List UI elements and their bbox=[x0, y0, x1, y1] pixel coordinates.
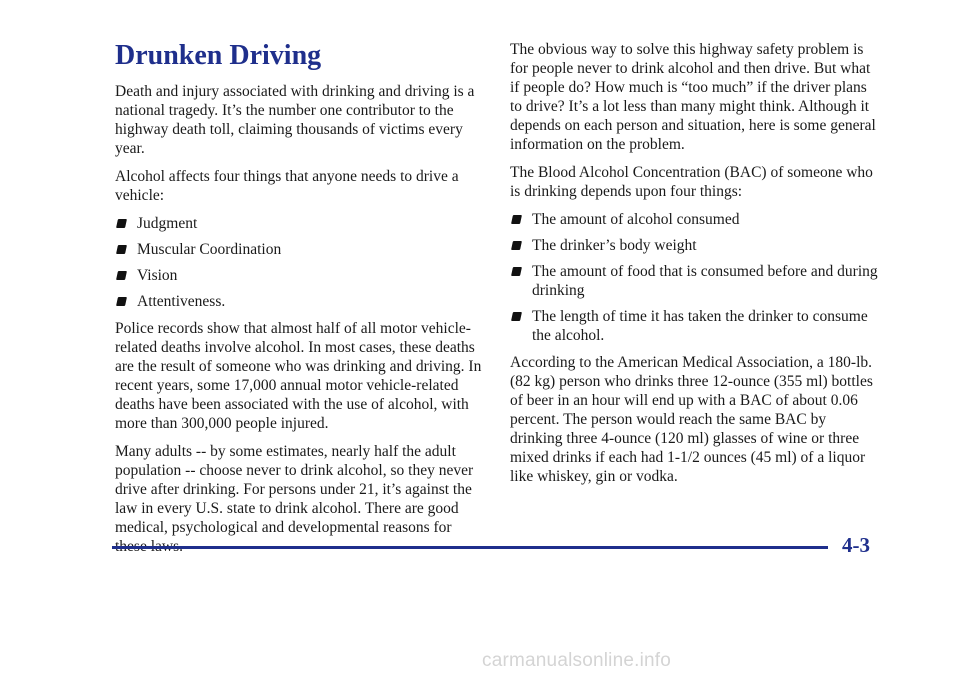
list-item-label: Vision bbox=[137, 267, 178, 284]
bac-factors-list bbox=[510, 210, 882, 345]
alcohol-effects-paragraph: Alcohol affects four things that anyone needs to drive a vehicle: bbox=[115, 168, 459, 204]
watermark: carmanualsonline.info bbox=[482, 650, 672, 671]
bullet-icon bbox=[511, 267, 522, 276]
bac-intro-paragraph: The Blood Alcohol Concentration (BAC) of someone who is drinking depends upon four things: bbox=[510, 164, 873, 200]
ama-paragraph: According to the American Medical Association, a 180-lb. (82 kg) person who drinks three 12-ounce (355 ml) bottles of beer in an hour will end up with a BAC of about 0.06 percent. The person would reach the same BAC by drinking three 4-ounce (120 ml) glasses of wine or three mixed drinks if each had 1-1/2 ounces (45 ml) of a liquor like whiskey, gin or vodka. bbox=[510, 354, 873, 485]
left-column bbox=[115, 40, 483, 565]
bullet-icon bbox=[116, 245, 127, 254]
list-item bbox=[510, 262, 882, 300]
list-item bbox=[510, 307, 882, 345]
bullet-icon bbox=[116, 271, 127, 280]
list-item-label: Muscular Coordination bbox=[137, 241, 282, 258]
bullet-icon bbox=[511, 241, 522, 250]
intro-paragraph: Death and injury associated with drinking and driving is a national tragedy. It’s the number one contributor to the highway death toll, claiming thousands of victims every year. bbox=[115, 83, 475, 157]
list-item-label: The amount of alcohol consumed bbox=[532, 211, 740, 228]
list-item-label: The drinker’s body weight bbox=[532, 237, 697, 254]
alcohol-effects-list bbox=[115, 214, 483, 311]
list-item bbox=[115, 266, 483, 285]
list-item-label: The amount of food that is consumed before and during drinking bbox=[532, 263, 878, 299]
list-item bbox=[510, 236, 882, 255]
list-item-label: The length of time it has taken the drinker to consume the alcohol. bbox=[532, 308, 868, 344]
list-item-label: Attentiveness. bbox=[137, 293, 226, 310]
solution-paragraph: The obvious way to solve this highway safety problem is for people never to drink alcohol and then drive. But what if people do? How much is “too much” if the driver plans to drive? It’s a lot less than many might think. Although it depends on each person and situation, here is some general information on the problem. bbox=[510, 41, 876, 153]
bullet-icon bbox=[116, 297, 127, 306]
list-item bbox=[510, 210, 882, 229]
footer-rule bbox=[112, 546, 828, 549]
many-adults-paragraph: Many adults -- by some estimates, nearly half the adult population -- choose never to drink alcohol, so they never drive after drinking. For persons under 21, it’s against the law in every U.S. state to drink alcohol. There are good medical, psychological and developmental reasons for bbox=[115, 443, 474, 536]
bullet-icon bbox=[511, 312, 522, 321]
list-item bbox=[115, 292, 483, 311]
page-number: 4-3 bbox=[842, 533, 870, 557]
police-records-paragraph: Police records show that almost half of all motor vehicle-related deaths involve alcohol. In most cases, these deaths are the result of someone who was drinking and driving. In recent years, some 17,000 annual motor vehicle-related deaths have been associated with the use of alcohol, with more than 300,000 people injured. bbox=[115, 320, 482, 432]
bullet-icon bbox=[511, 215, 522, 224]
bullet-icon bbox=[116, 219, 127, 228]
list-item-label: Judgment bbox=[137, 215, 198, 232]
list-item bbox=[115, 214, 483, 233]
list-item bbox=[115, 240, 483, 259]
right-column bbox=[510, 40, 882, 495]
section-title: Drunken Driving bbox=[115, 40, 322, 71]
